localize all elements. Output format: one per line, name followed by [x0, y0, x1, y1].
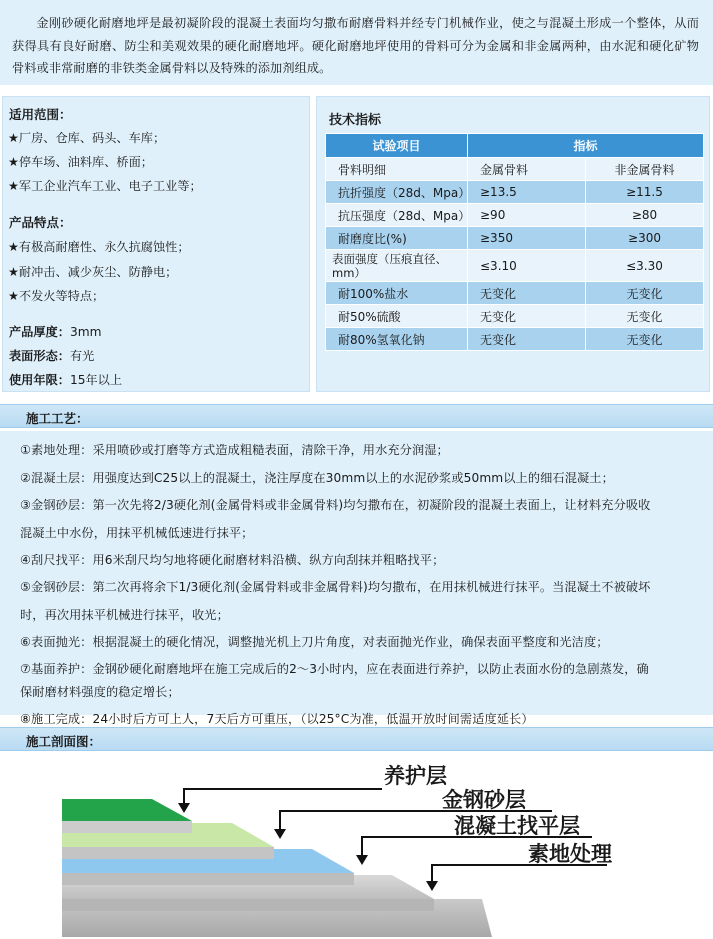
- table-cell: 非金属骨料: [586, 158, 704, 181]
- process-step: ⑤金钢砂层：第二次再将余下1/3硬化剂(金属骨料或非金属骨料)均匀撒布，在用抹机械进行抹平。当混凝土不被破坏: [20, 580, 651, 594]
- table-cell: 耐50%硫酸: [326, 305, 468, 328]
- table-row: [326, 181, 704, 204]
- spec-label: 产品厚度：: [9, 325, 70, 339]
- spec-value: 3mm: [69, 325, 102, 339]
- tech-header-row: [326, 134, 704, 158]
- tech-table: [325, 133, 704, 351]
- table-cell: 耐磨度比(%): [326, 227, 468, 250]
- spec-lifespan: [9, 371, 122, 388]
- scope-title: 适用范围：: [9, 107, 72, 122]
- process-step: ④刮尺找平：用6米刮尺均匀地将硬化耐磨材料沿横、纵方向刮抹并粗略找平；: [20, 553, 445, 567]
- tech-title: 技术指标: [329, 113, 382, 128]
- table-row: [326, 227, 704, 250]
- process-section-bar: [0, 404, 713, 428]
- table-cell: ≤3.30: [586, 250, 704, 282]
- process-step: ②混凝土层：用强度达到C25以上的混凝土，浇注厚度在30mm以上的水泥砂浆或50mm以上的细石混凝土；: [20, 471, 614, 485]
- spec-label: 使用年限：: [9, 373, 70, 387]
- table-cell: ≥350: [468, 227, 586, 250]
- section-diagram-title: 施工剖面图：: [26, 734, 102, 749]
- scope-item: ★停车场、油料库、桥面；: [8, 155, 153, 169]
- process-steps: [0, 431, 713, 726]
- spec-surface: [9, 347, 94, 364]
- table-cell: 无变化: [586, 328, 704, 351]
- feature-item: ★有极高耐磨性、永久抗腐蚀性；: [8, 240, 190, 254]
- table-cell: 耐80%氢氧化钠: [326, 328, 468, 351]
- diagram-label: 素地处理: [528, 841, 612, 866]
- feature-item: ★耐冲击、减少灰尘、防静电；: [8, 265, 178, 279]
- table-row: [326, 158, 704, 181]
- table-row: [326, 204, 704, 227]
- table-cell: 表面强度（压痕直径、mm）: [326, 250, 468, 282]
- diagram-label: 金钢砂层: [442, 787, 526, 812]
- spec-value: 有光: [69, 349, 95, 363]
- table-row: [326, 328, 704, 351]
- table-cell: 金属骨料: [468, 158, 586, 181]
- table-cell: ≥80: [586, 204, 704, 227]
- table-cell: ≤3.10: [468, 250, 586, 282]
- table-row: [326, 305, 704, 328]
- process-step: ⑦基面养护：金钢砂硬化耐磨地坪在施工完成后的2～3小时内，应在表面进行养护，以防止表面水份的急剧蒸发，确: [20, 662, 649, 676]
- table-cell: 无变化: [468, 328, 586, 351]
- diagram-label: 养护层: [384, 763, 447, 788]
- feature-item: ★不发火等特点；: [8, 289, 105, 303]
- table-cell: ≥13.5: [468, 181, 586, 204]
- table-cell: 抗折强度（28d、Mpa）: [326, 181, 468, 204]
- table-cell: 无变化: [468, 282, 586, 305]
- table-cell: ≥300: [586, 227, 704, 250]
- process-step: ⑧施工完成：24小时后方可上人，7天后方可重压，（以25°C为准，低温开放时间需适度延长）: [20, 712, 534, 726]
- tech-panel: [316, 96, 710, 392]
- table-row: [326, 250, 704, 282]
- spec-value: 15年以上: [69, 373, 123, 387]
- features-title: 产品特点：: [9, 215, 72, 230]
- table-cell: 耐100%盐水: [326, 282, 468, 305]
- process-title: 施工工艺：: [26, 411, 89, 426]
- table-cell: 无变化: [586, 305, 704, 328]
- header-cell: 指标: [468, 134, 704, 158]
- table-row: [326, 282, 704, 305]
- table-cell: 无变化: [468, 305, 586, 328]
- spec-label: 表面形态：: [9, 349, 70, 363]
- table-cell: 无变化: [586, 282, 704, 305]
- process-step: 时，再次用抹平机械进行抹平，收光；: [20, 608, 229, 622]
- intro-paragraph: 金刚砂硬化耐磨地坪是最初凝阶段的混凝土表面均匀撒布耐磨骨料并经专门机械作业，使之与混凝土形成一个整体，从而获得具有良好耐磨、防尘和美观效果的硬化耐磨地坪。硬化耐磨地坪使用的骨料可分为金属和非金属两种，由水泥和硬化矿物骨料或非常耐磨的非铁类金属骨料以及特殊的添加剂组成。: [0, 0, 713, 85]
- process-step: ①素地处理：采用喷砂或打磨等方式造成粗糙表面，清除干净，用水充分润湿；: [20, 443, 449, 457]
- table-cell: ≥11.5: [586, 181, 704, 204]
- features-panel: [2, 96, 310, 392]
- process-step: ③金钢砂层：第一次先将2/3硬化剂(金属骨料或非金属骨料)均匀撒布在，初凝阶段的混凝土表面上，让材料充分吸收: [20, 498, 651, 512]
- section-diagram-bar: [0, 727, 713, 751]
- spec-thickness: [9, 323, 101, 340]
- scope-item: ★厂房、仓库、码头、车库；: [8, 131, 166, 145]
- table-cell: ≥90: [468, 204, 586, 227]
- table-cell: 抗压强度（28d、Mpa）: [326, 204, 468, 227]
- process-step: 混凝土中水份，用抹平机械低速进行抹平；: [20, 526, 254, 540]
- scope-item: ★军工企业汽车工业、电子工业等；: [8, 179, 202, 193]
- table-cell: 骨料明细: [326, 158, 468, 181]
- header-cell: 试验项目: [326, 134, 468, 158]
- process-step: ⑥表面抛光：根据混凝土的硬化情况，调整抛光机上刀片角度，对表面抛光作业，确保表面平整度和光洁度；: [20, 635, 609, 649]
- floor-layer-diagram: [62, 759, 652, 937]
- process-step: 保耐磨材料强度的稳定增长；: [20, 685, 180, 699]
- diagram-label: 混凝土找平层: [454, 813, 580, 838]
